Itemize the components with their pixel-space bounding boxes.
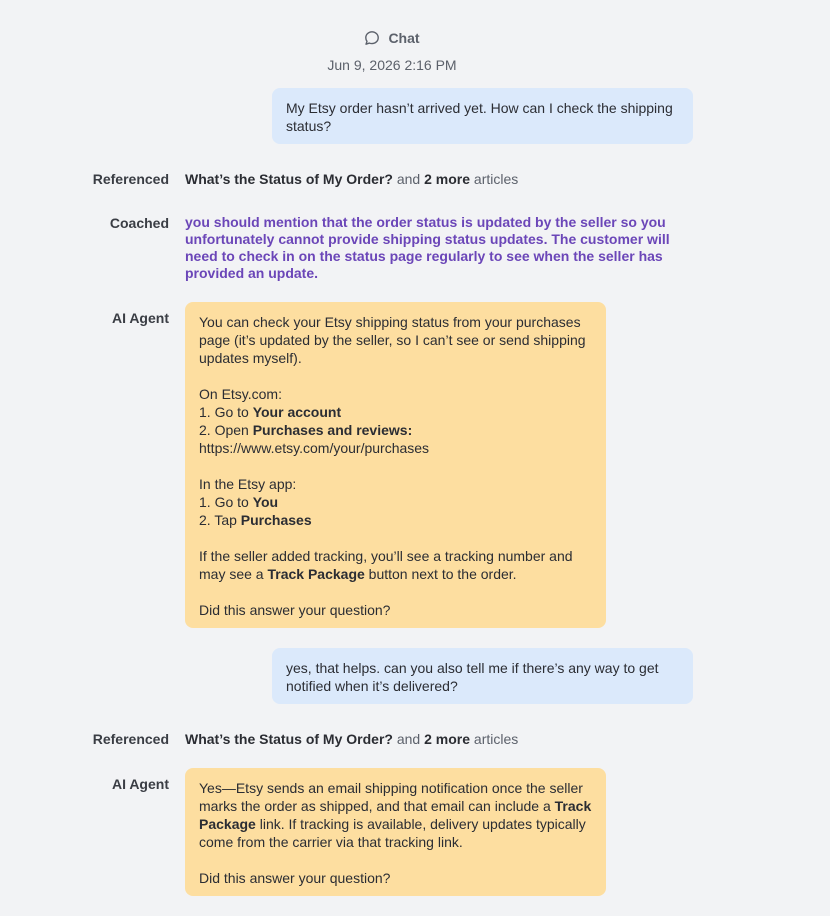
- agent-message-2: [185, 768, 606, 896]
- referenced-more-link[interactable]: 2 more: [424, 731, 471, 747]
- referenced-more-link[interactable]: 2 more: [424, 171, 471, 187]
- referenced-label: Referenced: [92, 171, 169, 187]
- agent-label: AI Agent: [111, 776, 169, 792]
- app-step-2-target: Purchases: [240, 512, 312, 528]
- web-heading: On Etsy.com:: [199, 386, 282, 402]
- app-step-1-prefix: 1. Go to: [199, 494, 253, 510]
- customer-message-2: yes, that helps. can you also tell me if there’s any way to get notified when it’s delivered?: [272, 648, 693, 704]
- track-package-label: Track Package: [199, 798, 592, 832]
- web-step-2-prefix: 2. Open: [199, 422, 253, 438]
- app-step-1: [199, 493, 592, 511]
- agent-closing-question: Did this answer your question?: [199, 602, 391, 618]
- agent-intro: You can check your Etsy shipping status from your purchases page (it’s updated by the seller, so I can’t see or send shipping updates myself).: [199, 314, 586, 366]
- chat-bubble-icon: [364, 30, 380, 46]
- referenced-articles: [185, 730, 518, 748]
- referenced-and-text: and: [392, 171, 425, 187]
- referenced-articles: [185, 170, 518, 188]
- app-step-1-target: You: [252, 494, 279, 510]
- referenced-article-link[interactable]: What’s the Status of My Order?: [185, 171, 393, 187]
- customer-message-1: My Etsy order hasn’t arrived yet. How can I check the shipping status?: [272, 88, 693, 144]
- web-step-2-target: Purchases and reviews:: [252, 422, 413, 438]
- web-step-1-target: Your account: [252, 404, 342, 420]
- referenced-suffix: articles: [470, 731, 519, 747]
- web-step-1: [199, 403, 592, 421]
- agent-closing-question: Did this answer your question?: [199, 870, 391, 886]
- agent-label: AI Agent: [111, 310, 169, 326]
- web-step-2: [199, 421, 592, 439]
- tracking-paragraph: [199, 547, 592, 583]
- coached-label: Coached: [109, 215, 169, 231]
- chat-date: Jun 9, 2026 2:16 PM: [327, 57, 457, 73]
- app-step-2: [199, 511, 592, 529]
- referenced-label: Referenced: [92, 731, 169, 747]
- referenced-and-text: and: [392, 731, 425, 747]
- purchases-url: https://www.etsy.com/your/purchases: [199, 440, 430, 456]
- referenced-article-link[interactable]: What’s the Status of My Order?: [185, 731, 393, 747]
- web-step-1-prefix: 1. Go to: [199, 404, 253, 420]
- agent-answer: [199, 779, 592, 851]
- chat-header: [0, 30, 784, 73]
- tracking-suffix: button next to the order.: [364, 566, 517, 582]
- app-heading: In the Etsy app:: [199, 476, 297, 492]
- tracking-prefix: If the seller added tracking, you’ll see a tracking number and may see a: [199, 548, 573, 582]
- agent-answer-prefix: Yes—Etsy sends an email shipping notification once the seller marks the order as shipped, and that email can include a: [199, 780, 583, 814]
- app-step-2-prefix: 2. Tap: [199, 512, 241, 528]
- chat-title-label: Chat: [388, 30, 420, 46]
- chat-title: [364, 30, 419, 46]
- coached-text: you should mention that the order status is updated by the seller so you unfortunately cannot provide shipping status updates. The customer will need to check in on the status page regularly to see when the seller has provided an update.: [185, 214, 670, 281]
- agent-answer-suffix: link. If tracking is available, delivery updates typically come from the carrier via that tracking link.: [199, 816, 586, 850]
- track-package-label: Track Package: [267, 566, 365, 582]
- referenced-suffix: articles: [470, 171, 519, 187]
- agent-message-1: [185, 302, 606, 628]
